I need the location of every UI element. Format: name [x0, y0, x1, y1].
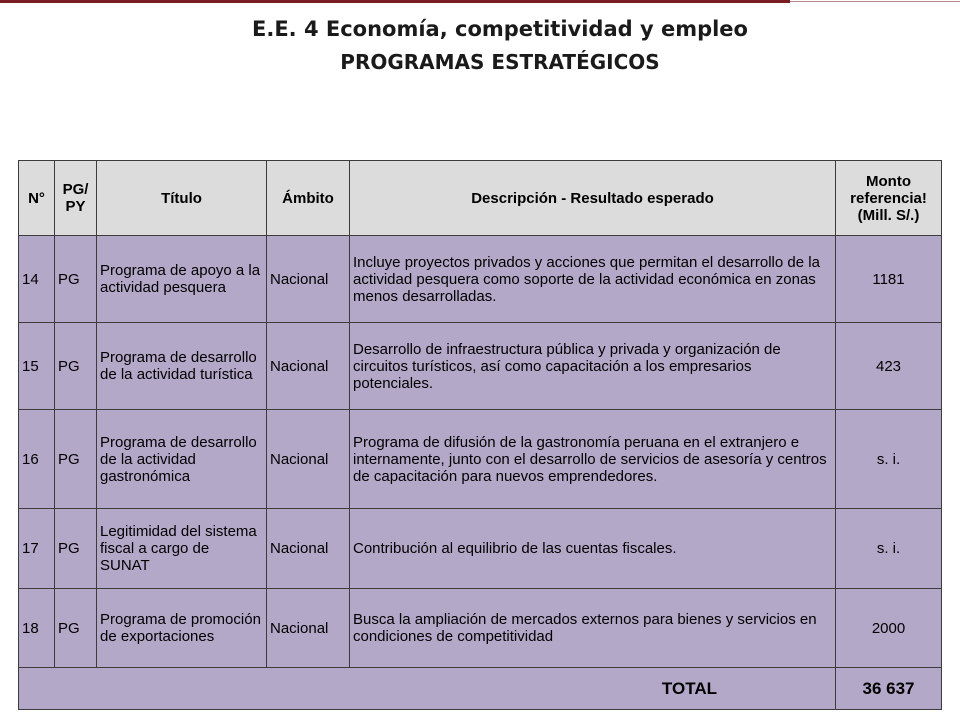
column-header-number: N°: [19, 161, 55, 236]
column-header-amount: [836, 161, 942, 236]
column-header-title: Título: [97, 161, 267, 236]
row-scope: Nacional: [267, 323, 350, 410]
programs-table: [18, 160, 942, 710]
row-description: Desarrollo de infraestructura pública y privada y organización de circuitos turísticos, así como capacitación a los empresarios potenciales.: [350, 323, 836, 410]
row-scope: Nacional: [267, 589, 350, 668]
column-header-amount-line2: referencia!: [850, 189, 927, 207]
row-type: PG: [55, 236, 97, 323]
row-title: Programa de promoción de exportaciones: [97, 589, 267, 668]
row-type: PG: [55, 410, 97, 509]
row-number: 18: [19, 589, 55, 668]
row-amount: s. i.: [836, 509, 942, 589]
row-amount: 423: [836, 323, 942, 410]
row-title: Programa de desarrollo de la actividad gastronómica: [97, 410, 267, 509]
page-title: E.E. 4 Economía, competitividad y empleo: [252, 17, 748, 41]
row-description: Incluye proyectos privados y acciones que permitan el desarrollo de la actividad pesquera como soporte de la actividad económica en zonas menos desarrolladas.: [350, 236, 836, 323]
row-description: Busca la ampliación de mercados externos para bienes y servicios en condiciones de competitividad: [350, 589, 836, 668]
row-description: Contribución al equilibrio de las cuentas fiscales.: [350, 509, 836, 589]
row-scope: Nacional: [267, 509, 350, 589]
table-row: [19, 589, 942, 668]
row-number: 17: [19, 509, 55, 589]
table-row: [19, 323, 942, 410]
row-scope: Nacional: [267, 236, 350, 323]
table-row: [19, 509, 942, 589]
row-type: PG: [55, 323, 97, 410]
row-title: Programa de desarrollo de la actividad turística: [97, 323, 267, 410]
row-scope: Nacional: [267, 410, 350, 509]
top-accent-bar: [0, 0, 790, 3]
row-amount: 1181: [836, 236, 942, 323]
page-subtitle: PROGRAMAS ESTRATÉGICOS: [340, 50, 660, 74]
row-type: PG: [55, 509, 97, 589]
table-total-row: [19, 668, 942, 710]
table-header-row: [19, 161, 942, 236]
column-header-amount-line1: Monto: [866, 172, 911, 190]
column-header-description: Descripción - Resultado esperado: [350, 161, 836, 236]
column-header-type-line2: PY: [65, 198, 86, 215]
top-accent-line: [790, 1, 960, 2]
total-value: 36 637: [836, 668, 942, 710]
row-number: 14: [19, 236, 55, 323]
row-number: 16: [19, 410, 55, 509]
total-label: TOTAL: [19, 668, 836, 710]
column-header-amount-line3: (Mill. S/.): [857, 206, 920, 224]
row-amount: s. i.: [836, 410, 942, 509]
column-header-type: [55, 161, 97, 236]
table-row: [19, 236, 942, 323]
row-title: Programa de apoyo a la actividad pesquera: [97, 236, 267, 323]
row-amount: 2000: [836, 589, 942, 668]
row-type: PG: [55, 589, 97, 668]
row-number: 15: [19, 323, 55, 410]
column-header-scope: Ámbito: [267, 161, 350, 236]
row-title: Legitimidad del sistema fiscal a cargo de SUNAT: [97, 509, 267, 589]
column-header-type-line1: PG/: [62, 181, 89, 198]
row-description: Programa de difusión de la gastronomía peruana en el extranjero e internamente, junto con el desarrollo de servicios de asesoría y centros de capacitación para nuevos emprendedores.: [350, 410, 836, 509]
table-row: [19, 410, 942, 509]
